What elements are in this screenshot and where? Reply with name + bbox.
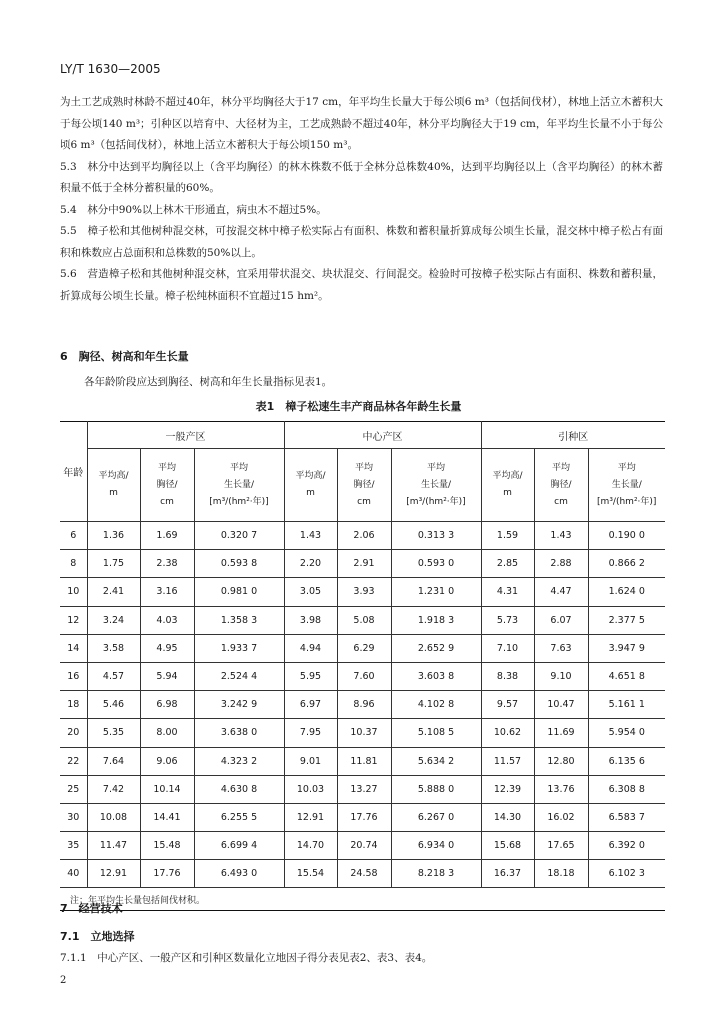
value-cell: 2.38: [140, 550, 194, 578]
value-cell: 2.85: [481, 550, 534, 578]
table-row: [60, 803, 665, 831]
value-cell: 9.01: [284, 747, 337, 775]
value-cell: 6.255 5: [194, 803, 284, 831]
value-cell: 12.39: [481, 775, 534, 803]
value-cell: 4.102 8: [391, 691, 481, 719]
table-row: [60, 832, 665, 860]
region-header-introduced: 引种区: [481, 422, 665, 449]
age-cell: 14: [60, 634, 87, 662]
age-cell: 10: [60, 578, 87, 606]
value-cell: 3.98: [284, 606, 337, 634]
value-cell: 0.593 8: [194, 550, 284, 578]
value-cell: 5.94: [140, 662, 194, 690]
value-cell: 10.03: [284, 775, 337, 803]
body-text: [60, 92, 663, 307]
sub-header-col-growth: 平均 生长量/ [m³/(hm²·年)]: [391, 449, 481, 522]
section-6-heading: 6 胸径、树高和年生长量: [60, 350, 189, 363]
value-cell: 2.20: [284, 550, 337, 578]
value-cell: 5.35: [87, 719, 140, 747]
table-row: [60, 550, 665, 578]
value-cell: 7.95: [284, 719, 337, 747]
value-cell: 15.48: [140, 832, 194, 860]
table-caption: 表1 樟子松速生丰产商品林各年龄生长量: [255, 400, 462, 413]
table-note: 注：年平均生长量包括间伐材积。: [60, 888, 665, 911]
value-cell: 1.918 3: [391, 606, 481, 634]
section-6-intro: 各年龄阶段应达到胸径、树高和年生长量指标见表1。: [84, 376, 333, 388]
age-cell: 22: [60, 747, 87, 775]
age-cell: 40: [60, 860, 87, 888]
value-cell: 5.888 0: [391, 775, 481, 803]
value-cell: 7.10: [481, 634, 534, 662]
value-cell: 12.80: [534, 747, 588, 775]
value-cell: 9.06: [140, 747, 194, 775]
value-cell: 14.70: [284, 832, 337, 860]
value-cell: 3.947 9: [588, 634, 665, 662]
value-cell: 5.108 5: [391, 719, 481, 747]
sub-header-col-diameter: 平均 胸径/ cm: [337, 449, 391, 522]
value-cell: 6.98: [140, 691, 194, 719]
value-cell: 7.63: [534, 634, 588, 662]
value-cell: 6.07: [534, 606, 588, 634]
paragraph-5-6: 5.6 营造樟子松和其他树种混交林，宜采用带状混交、块状混交、行间混交。检验时可按樟子松实际占有面积、株数和蓄积量，折算成每公顷生长量。樟子松纯林面积不宜超过15 hm²。: [60, 268, 663, 302]
value-cell: 6.493 0: [194, 860, 284, 888]
value-cell: 5.73: [481, 606, 534, 634]
standard-code: LY/T 1630—2005: [60, 62, 161, 76]
value-cell: 4.57: [87, 662, 140, 690]
value-cell: 6.29: [337, 634, 391, 662]
value-cell: 5.161 1: [588, 691, 665, 719]
table-row: [60, 578, 665, 606]
value-cell: 3.242 9: [194, 691, 284, 719]
value-cell: 11.47: [87, 832, 140, 860]
value-cell: 14.41: [140, 803, 194, 831]
region-header-general: 一般产区: [87, 422, 284, 449]
age-cell: 18: [60, 691, 87, 719]
value-cell: 0.981 0: [194, 578, 284, 606]
section-7-1-heading: 7.1 立地选择: [60, 930, 135, 943]
value-cell: 10.37: [337, 719, 391, 747]
value-cell: 3.603 8: [391, 662, 481, 690]
table-row: [60, 860, 665, 888]
value-cell: 10.14: [140, 775, 194, 803]
value-cell: 6.102 3: [588, 860, 665, 888]
value-cell: 1.59: [481, 522, 534, 550]
paragraph-5-3: 5.3 林分中达到平均胸径以上（含平均胸径）的林木株数不低于全林分总株数40%，达到平均胸径以上（含平均胸径）的林木蓄积量不低于全林分蓄积量的60%。: [60, 160, 663, 194]
value-cell: 5.08: [337, 606, 391, 634]
value-cell: 8.00: [140, 719, 194, 747]
value-cell: 1.75: [87, 550, 140, 578]
value-cell: 5.46: [87, 691, 140, 719]
value-cell: 2.88: [534, 550, 588, 578]
age-cell: 25: [60, 775, 87, 803]
age-header: 年龄: [60, 422, 87, 522]
age-cell: 35: [60, 832, 87, 860]
value-cell: 3.93: [337, 578, 391, 606]
age-cell: 6: [60, 522, 87, 550]
value-cell: 1.933 7: [194, 634, 284, 662]
page-number: 2: [60, 975, 67, 986]
value-cell: 3.638 0: [194, 719, 284, 747]
value-cell: 16.02: [534, 803, 588, 831]
value-cell: 4.95: [140, 634, 194, 662]
value-cell: 24.58: [337, 860, 391, 888]
age-cell: 16: [60, 662, 87, 690]
value-cell: 4.323 2: [194, 747, 284, 775]
value-cell: 11.69: [534, 719, 588, 747]
region-header-central: 中心产区: [284, 422, 481, 449]
value-cell: 6.699 4: [194, 832, 284, 860]
table-row: [60, 747, 665, 775]
value-cell: 4.03: [140, 606, 194, 634]
value-cell: 0.190 0: [588, 522, 665, 550]
section-7-1-1: 7.1.1 中心产区、一般产区和引种区数量化立地因子得分表见表2、表3、表4。: [60, 952, 433, 964]
value-cell: 1.43: [534, 522, 588, 550]
table-row: [60, 606, 665, 634]
value-cell: 13.27: [337, 775, 391, 803]
value-cell: 4.94: [284, 634, 337, 662]
table-row: [60, 691, 665, 719]
sub-header-col-height: 平均高/ m: [87, 449, 140, 522]
value-cell: 1.69: [140, 522, 194, 550]
value-cell: 9.57: [481, 691, 534, 719]
value-cell: 7.64: [87, 747, 140, 775]
value-cell: 11.57: [481, 747, 534, 775]
sub-header-col-growth: 平均 生长量/ [m³/(hm²·年)]: [194, 449, 284, 522]
value-cell: 2.377 5: [588, 606, 665, 634]
sub-header-col-growth: 平均 生长量/ [m³/(hm²·年)]: [588, 449, 665, 522]
value-cell: 1.358 3: [194, 606, 284, 634]
table-row: [60, 522, 665, 550]
value-cell: 15.68: [481, 832, 534, 860]
value-cell: 8.38: [481, 662, 534, 690]
age-cell: 30: [60, 803, 87, 831]
value-cell: 7.60: [337, 662, 391, 690]
value-cell: 14.30: [481, 803, 534, 831]
value-cell: 4.47: [534, 578, 588, 606]
table-row: [60, 662, 665, 690]
value-cell: 20.74: [337, 832, 391, 860]
paragraph-continuation: 为土工艺成熟时林龄不超过40年，林分平均胸径大于17 cm，年平均生长量大于每公顷6 m³（包括间伐材），林地上活立木蓄积大于每公顷140 m³；引种区以培育中、大径材为主，工艺成熟龄不超过40年，林分平均胸径大于19 cm，年平均生长量不小于每公顷6 m³（包括间伐材），林地上活立木蓄积大于每公顷150 m³。: [60, 96, 663, 151]
value-cell: 2.652 9: [391, 634, 481, 662]
sub-header-col-height: 平均高/ m: [481, 449, 534, 522]
value-cell: 1.624 0: [588, 578, 665, 606]
paragraph-5-5: 5.5 樟子松和其他树种混交林，可按混交林中樟子松实际占有面积、株数和蓄积量折算成每公顷生长量，混交林中樟子松占有面积和株数应占总面积和总株数的50%以上。: [60, 225, 663, 259]
value-cell: 6.934 0: [391, 832, 481, 860]
value-cell: 2.41: [87, 578, 140, 606]
value-cell: 15.54: [284, 860, 337, 888]
value-cell: 5.634 2: [391, 747, 481, 775]
value-cell: 10.62: [481, 719, 534, 747]
value-cell: 10.08: [87, 803, 140, 831]
value-cell: 9.10: [534, 662, 588, 690]
value-cell: 3.58: [87, 634, 140, 662]
value-cell: 2.524 4: [194, 662, 284, 690]
value-cell: 12.91: [87, 860, 140, 888]
value-cell: 18.18: [534, 860, 588, 888]
value-cell: 6.583 7: [588, 803, 665, 831]
value-cell: 12.91: [284, 803, 337, 831]
value-cell: 3.16: [140, 578, 194, 606]
value-cell: 1.231 0: [391, 578, 481, 606]
value-cell: 1.43: [284, 522, 337, 550]
value-cell: 0.866 2: [588, 550, 665, 578]
value-cell: 17.76: [140, 860, 194, 888]
value-cell: 3.24: [87, 606, 140, 634]
sub-header-col-diameter: 平均 胸径/ cm: [534, 449, 588, 522]
value-cell: 0.313 3: [391, 522, 481, 550]
table-row: [60, 775, 665, 803]
value-cell: 6.267 0: [391, 803, 481, 831]
value-cell: 5.954 0: [588, 719, 665, 747]
sub-header-col-height: 平均高/ m: [284, 449, 337, 522]
value-cell: 6.392 0: [588, 832, 665, 860]
value-cell: 16.37: [481, 860, 534, 888]
table-row: [60, 719, 665, 747]
value-cell: 10.47: [534, 691, 588, 719]
value-cell: 2.91: [337, 550, 391, 578]
table-row: [60, 634, 665, 662]
value-cell: 7.42: [87, 775, 140, 803]
age-cell: 8: [60, 550, 87, 578]
value-cell: 5.95: [284, 662, 337, 690]
value-cell: 4.651 8: [588, 662, 665, 690]
value-cell: 3.05: [284, 578, 337, 606]
section-7-heading: 7 经营技术: [60, 902, 123, 915]
value-cell: 6.97: [284, 691, 337, 719]
value-cell: 6.135 6: [588, 747, 665, 775]
value-cell: 1.36: [87, 522, 140, 550]
value-cell: 17.65: [534, 832, 588, 860]
paragraph-5-4: 5.4 林分中90%以上林木干形通直，病虫木不超过5%。: [60, 203, 327, 216]
value-cell: 8.218 3: [391, 860, 481, 888]
value-cell: 11.81: [337, 747, 391, 775]
growth-table: [60, 421, 665, 911]
value-cell: 4.31: [481, 578, 534, 606]
value-cell: 6.308 8: [588, 775, 665, 803]
value-cell: 8.96: [337, 691, 391, 719]
value-cell: 0.593 0: [391, 550, 481, 578]
value-cell: 17.76: [337, 803, 391, 831]
value-cell: 4.630 8: [194, 775, 284, 803]
value-cell: 0.320 7: [194, 522, 284, 550]
age-cell: 20: [60, 719, 87, 747]
value-cell: 13.76: [534, 775, 588, 803]
value-cell: 2.06: [337, 522, 391, 550]
sub-header-col-diameter: 平均 胸径/ cm: [140, 449, 194, 522]
age-cell: 12: [60, 606, 87, 634]
